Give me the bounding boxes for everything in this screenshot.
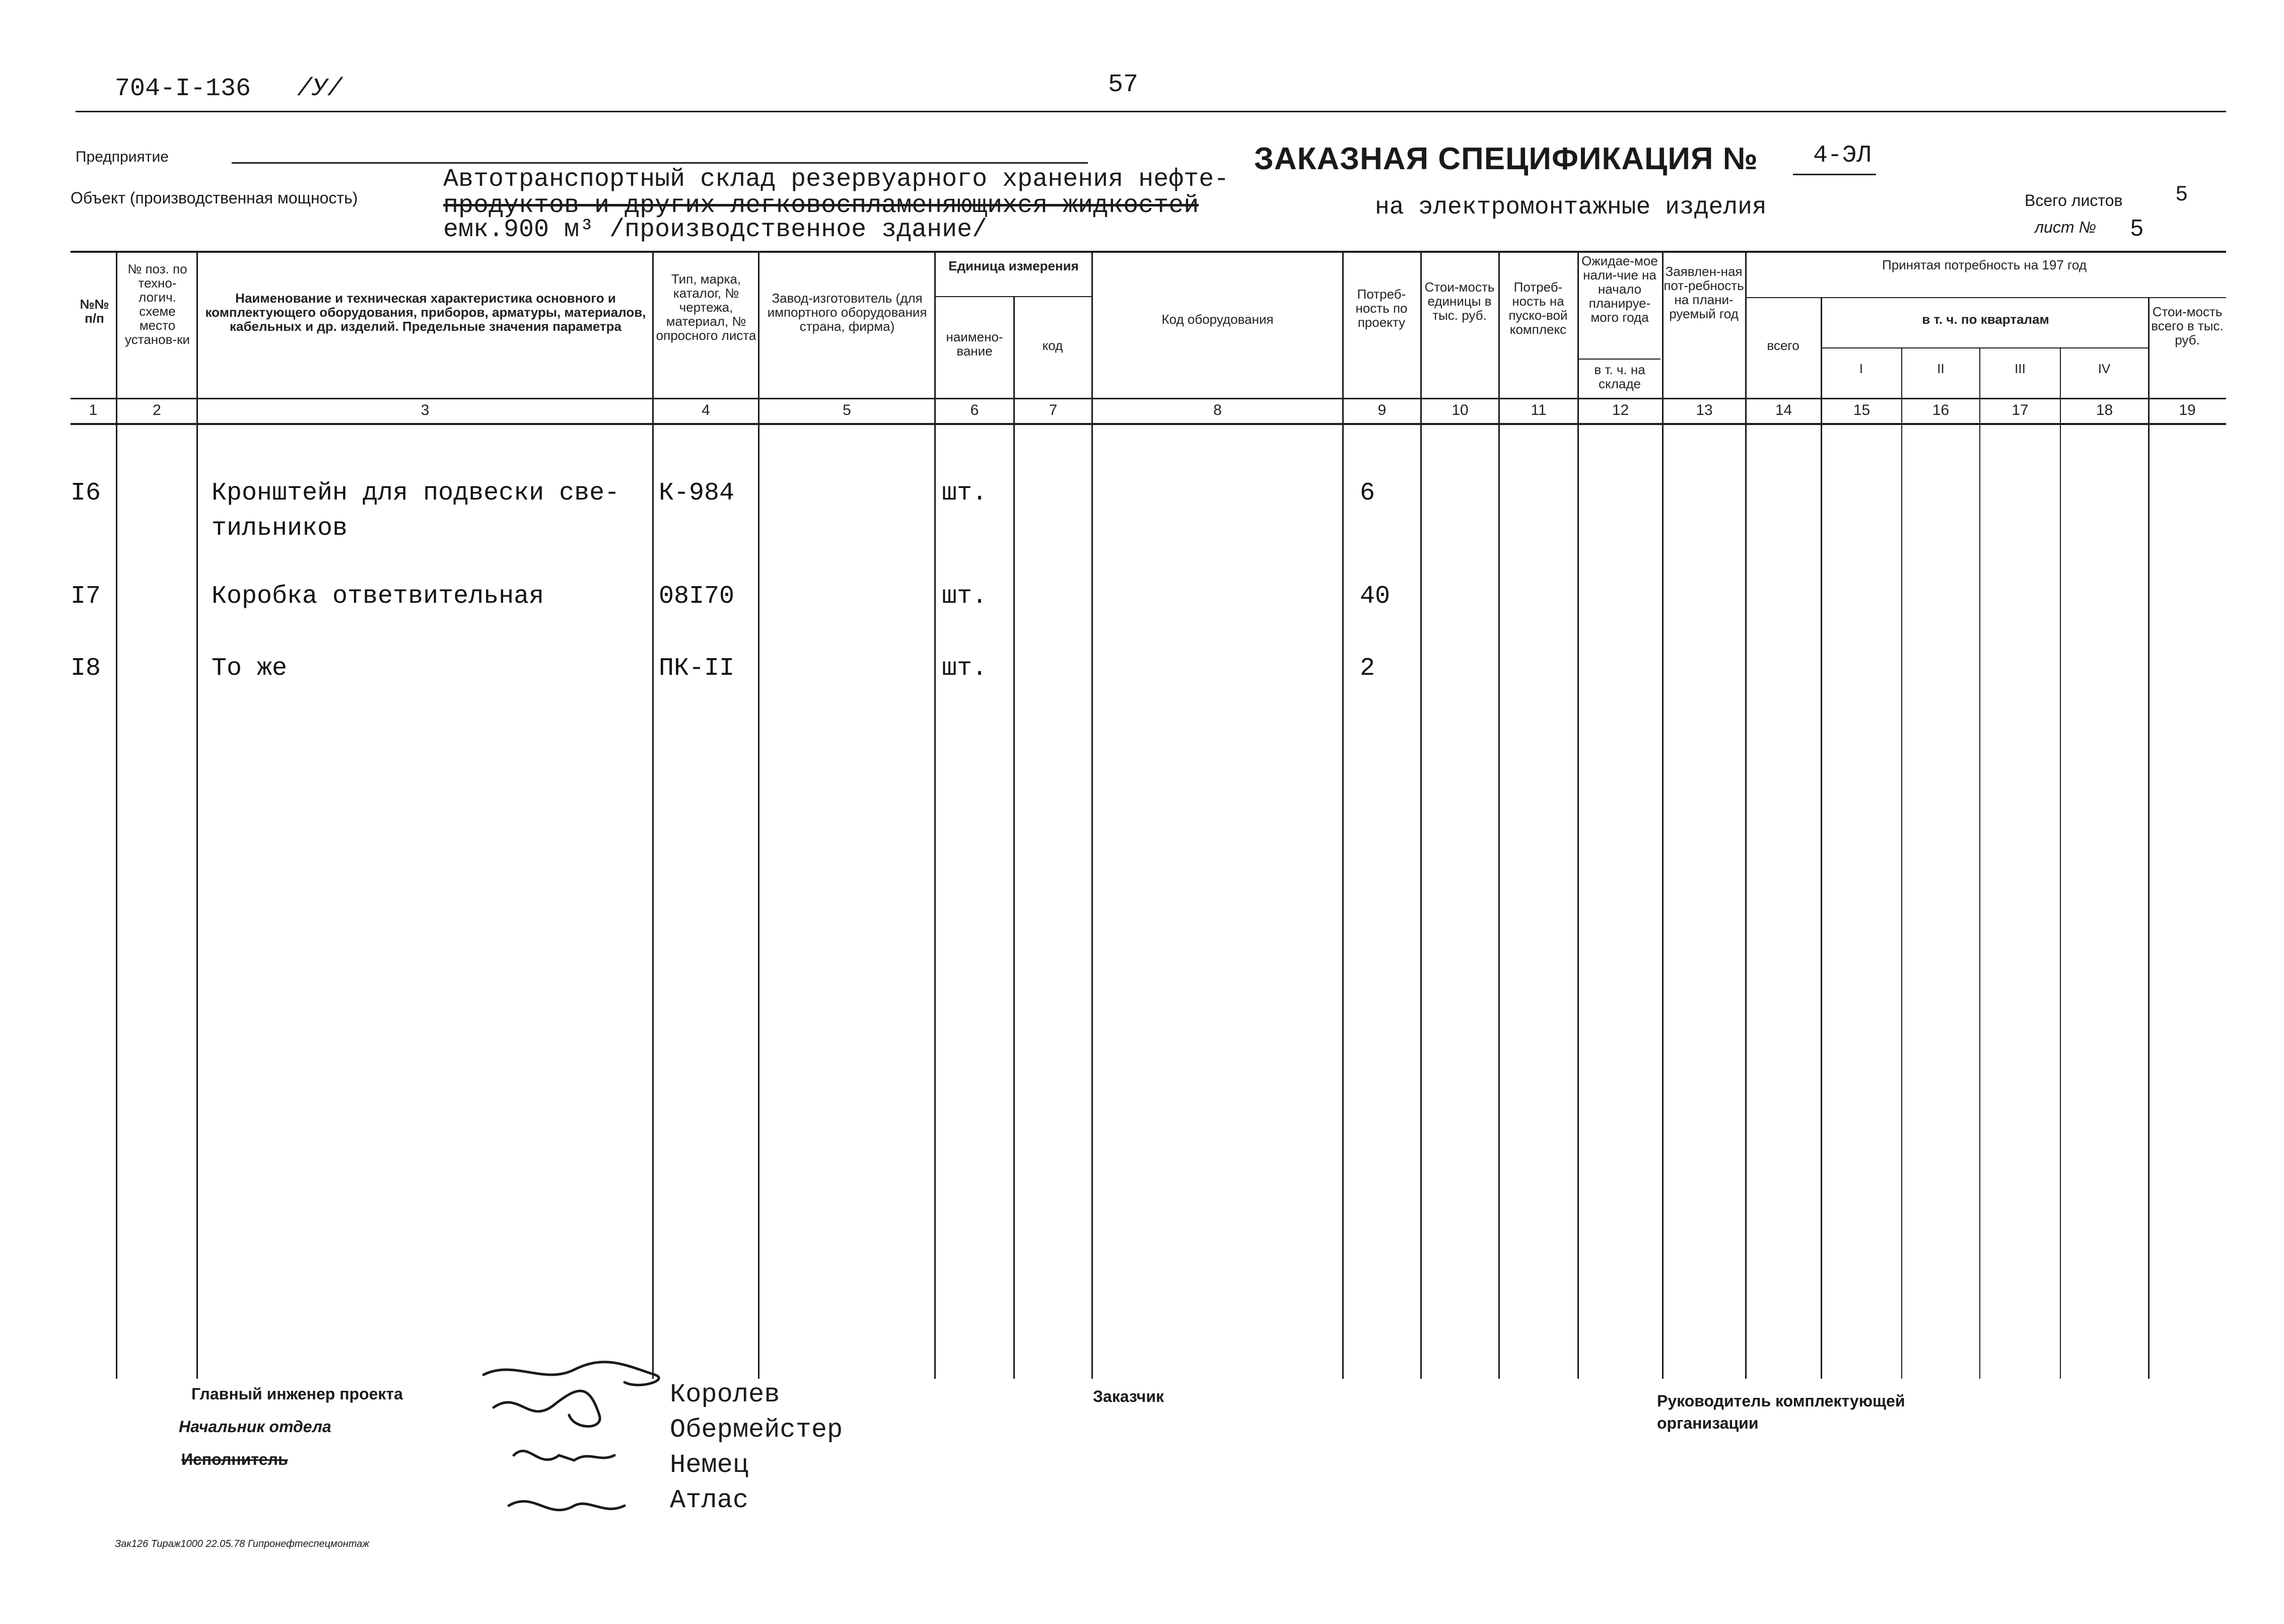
item-type: К-984 (659, 479, 735, 508)
col-header-17: III (2015, 361, 2026, 376)
col-number: 10 (1451, 402, 1469, 418)
enterprise-underline (232, 162, 1088, 164)
col-number: 9 (1377, 402, 1387, 418)
col-number: 17 (2012, 402, 2029, 418)
col-number: 7 (1049, 402, 1058, 418)
col-header-6: наимено-вание (946, 329, 1003, 359)
object-line-3: емк.900 м³ /производственное здание/ (443, 216, 988, 244)
album-mark: /У/ (297, 75, 343, 103)
need-group-rule (1745, 297, 2226, 298)
total-sheets-value: 5 (2176, 181, 2188, 205)
item-qty: 6 (1360, 479, 1375, 508)
col-border-10 (1577, 251, 1579, 1379)
unit-group-rule (934, 296, 1091, 297)
header-bottom-rule (71, 398, 2226, 399)
dept-head-label: Начальник отдела (179, 1418, 331, 1436)
col-header-19: Стои-мость всего в тыс. руб. (2151, 304, 2224, 347)
top-rule (76, 111, 2226, 112)
col-border-9 (1498, 251, 1500, 1379)
col-number: 16 (1932, 402, 1950, 418)
col-border-13 (1821, 297, 1822, 1379)
colnum-bottom-rule (71, 423, 2226, 425)
col-number: 3 (421, 402, 430, 418)
object-label: Объект (производственная мощность) (71, 189, 358, 207)
signature-name: Королев (670, 1380, 780, 1409)
col-border-14 (1901, 347, 1902, 1379)
quarters-rule (1821, 347, 2148, 348)
col-number: 13 (1696, 402, 1713, 418)
item-unit: шт. (942, 479, 988, 508)
spec-subtitle: на электромонтажные изделия (1375, 194, 1767, 221)
col-number: 11 (1531, 402, 1547, 418)
spec-number: 4-ЭЛ (1813, 142, 1872, 169)
signature-name: Атлас (670, 1486, 749, 1515)
col-header-7: код (1042, 338, 1063, 353)
col-header-9: Потреб-ность по проекту (1355, 287, 1408, 330)
item-qty: 2 (1360, 654, 1375, 683)
col-number: 2 (153, 402, 161, 418)
supplier-head-label: Руководитель комплектующей организации (1657, 1392, 1905, 1432)
col-header-8: Код оборудования (1161, 312, 1274, 327)
item-type: ПК-II (659, 654, 735, 683)
col-border-0 (116, 251, 117, 1379)
col-border-15 (1979, 347, 1980, 1379)
item-name: Коробка ответвительная (212, 582, 544, 611)
row-number: I6 (71, 479, 101, 508)
doc-code: 704-I-136 (115, 75, 251, 103)
col-border-8 (1420, 251, 1422, 1379)
col-header-1: №№ п/п (80, 297, 109, 326)
col-header-5: Завод-изготовитель (для импортного оборудования страна, фирма) (767, 291, 927, 334)
col-header-11: Потреб-ность на пуско-вой комплекс (1508, 279, 1568, 337)
unit-group-header: Единица измерения (948, 258, 1079, 273)
object-line-1: Автотранспортный склад резервуарного хранения нефте- (443, 165, 1229, 194)
col-number: 15 (1853, 402, 1871, 418)
col-header-18: IV (2098, 361, 2111, 376)
col-border-11 (1662, 251, 1664, 1379)
col-border-7 (1342, 251, 1344, 1379)
signature-scribbles (473, 1355, 685, 1541)
sheet-value: 5 (2130, 215, 2143, 241)
col-number: 18 (2096, 402, 2113, 418)
col-border-17 (2148, 297, 2150, 1379)
col-header-15: I (1859, 361, 1863, 376)
col-border-2 (652, 251, 654, 1379)
col-header-16: II (1937, 361, 1945, 376)
col-border-3 (758, 251, 759, 1379)
need-group-header: Принятая потребность на 197 год (1882, 257, 2087, 272)
enterprise-label: Предприятие (76, 149, 169, 165)
col-number: 1 (89, 402, 98, 418)
col-number: 14 (1775, 402, 1792, 418)
object-line-2: продуктов и других легковоспламеняющихся жидкостей (443, 191, 1199, 220)
col-number: 5 (843, 402, 851, 418)
quarters-group-header: в т. ч. по кварталам (1922, 312, 2049, 327)
item-name: То же (212, 654, 288, 683)
sheet-label: лист № (2035, 218, 2097, 236)
col-number: 19 (2179, 402, 2196, 418)
table-top-rule (71, 251, 2226, 253)
col-header-10: Стои-мость единицы в тыс. руб. (1424, 279, 1495, 323)
total-sheets-label: Всего листов (2025, 191, 2123, 209)
col-number: 8 (1213, 402, 1222, 418)
col-header-4: Тип, марка, каталог, № чертежа, материал, № опросного листа (656, 271, 756, 343)
row-number: I7 (71, 582, 101, 611)
row-number: I8 (71, 654, 101, 683)
col-header-3: Наименование и техническая характеристика основного и комплектующего оборудования, приборов, арматуры, материалов, кабельных и др. изделий. Предельные значения параметра (205, 291, 646, 334)
col-border-1 (196, 251, 198, 1379)
col-number: 6 (970, 402, 979, 418)
col-header-13: Заявлен-ная пот-ребность на плани-руемый год (1664, 264, 1744, 321)
col-number: 4 (702, 402, 710, 418)
spec-number-underline (1793, 174, 1876, 175)
col-border-12 (1745, 251, 1747, 1379)
signature-name: Обермейстер (670, 1415, 843, 1445)
item-qty: 40 (1360, 582, 1391, 611)
col-border-5 (1013, 296, 1015, 1379)
item-type: 08I70 (659, 582, 735, 611)
item-name: Кронштейн для подвески све- (212, 479, 620, 508)
c12-split-rule (1579, 359, 1660, 360)
executor-label: Исполнитель (181, 1450, 288, 1468)
item-name: тильников (212, 514, 348, 543)
col-border-4 (934, 251, 936, 1379)
item-unit: шт. (942, 582, 988, 611)
col-header-2: № поз. по техно-логич. схеме место установ-ки (125, 261, 190, 347)
chief-engineer-label: Главный инженер проекта (191, 1385, 403, 1403)
col-number: 12 (1612, 402, 1629, 418)
page-number: 57 (1108, 70, 1139, 99)
signature-name: Немец (670, 1450, 749, 1480)
col-header-14: всего (1767, 338, 1799, 353)
col-border-6 (1091, 251, 1093, 1379)
spec-title: ЗАКАЗНАЯ СПЕЦИФИКАЦИЯ № (1254, 142, 1758, 176)
item-unit: шт. (942, 654, 988, 683)
customer-label: Заказчик (1093, 1387, 1164, 1405)
col-header-12b: в т. ч. на складе (1594, 362, 1645, 391)
print-footer: Зак126 Тираж1000 22.05.78 Гипронефтеспецмонтаж (115, 1538, 370, 1549)
col-header-12: Ожидае-мое нали-чие на начало планируе-мого года (1581, 253, 1658, 325)
col-border-16 (2060, 347, 2061, 1379)
